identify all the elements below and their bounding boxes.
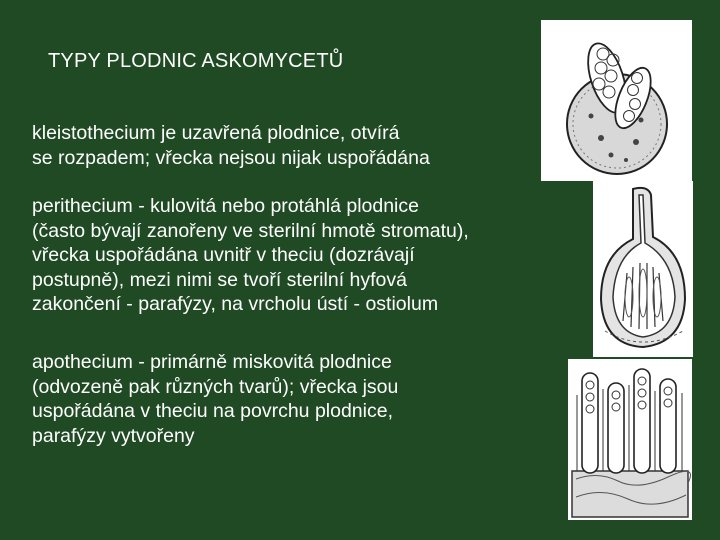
kleistothecium-line-2: se rozpadem; vřecka nejsou nijak uspořádána: [32, 146, 430, 169]
apothecium-line-3: uspořádána v theciu na povrchu plodnice,: [32, 400, 393, 422]
apothecium-line-4: parafýzy vytvořeny: [32, 424, 195, 447]
term-kleistothecium: kleistothecium: [32, 122, 156, 144]
apothecium-line-2: (odvozeně pak různých tvarů); vřecka jsou: [32, 375, 399, 398]
kleistothecium-illustration: [541, 20, 692, 181]
kleistothecium-drawing: [541, 20, 692, 181]
kleistothecium-paragraph: [32, 121, 532, 170]
perithecium-line-3: vřecka uspořádána uvnitř v theciu (dozrávají: [32, 244, 415, 266]
perithecium-line-2: (často bývají zanořeny ve sterilní hmotě stromatu),: [32, 219, 469, 242]
perithecium-line-4: postupně), mezi nimi se tvoří sterilní hyfová: [32, 268, 407, 291]
perithecium-illustration: [593, 181, 693, 357]
apothecium-line-1: - primárně miskovitá plodnice: [132, 351, 392, 373]
apothecium-drawing: [568, 359, 692, 520]
perithecium-line-5: zakončení - parafýzy, na vrcholu ústí - ostiolum: [32, 293, 439, 315]
slide-title: TYPY PLODNIC ASKOMYCETŮ: [48, 50, 344, 72]
apothecium-paragraph: [32, 350, 552, 448]
perithecium-line-1: - kulovitá nebo protáhlá plodnice: [132, 195, 419, 217]
kleistothecium-line-1: je uzavřená plodnice, otvírá: [155, 122, 400, 144]
perithecium-drawing: [593, 181, 693, 357]
term-perithecium: perithecium: [32, 195, 133, 217]
perithecium-paragraph: [32, 194, 592, 317]
apothecium-illustration: [568, 359, 692, 520]
term-apothecium: apothecium: [32, 351, 133, 373]
